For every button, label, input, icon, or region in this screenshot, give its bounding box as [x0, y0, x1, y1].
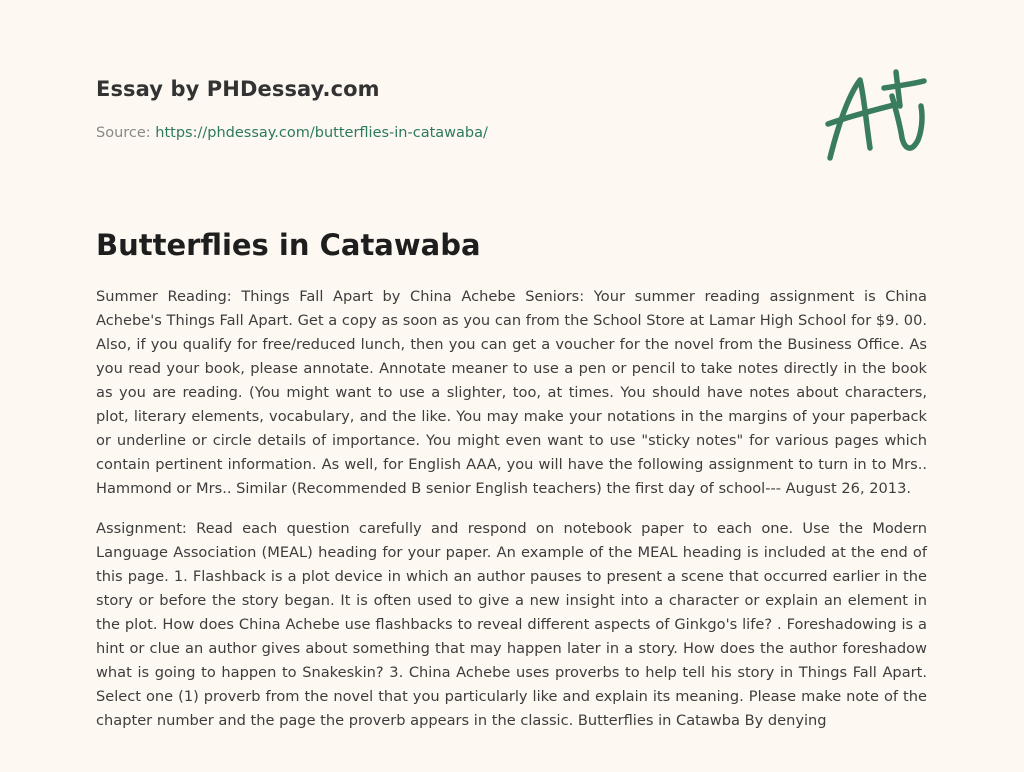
- essay-paragraph: Summer Reading: Things Fall Apart by China Achebe Seniors: Your summer reading assignment is China Achebe's Things Fall Apart. Get a copy as soon as you can from the School Store at Lamar High School for $9. 00. Also, if you qualify for free/reduced lunch, then you can get a voucher for the novel from the Business Office. As you read your book, please annotate. Annotate meaner to use a pen or pencil to take notes directly in the book as you are reading. (You might want to use a slighter, too, at times. You should have notes about characters, plot, literary elements, vocabulary, and the like. You may make your notations in the margins of your paperback or underline or circle details of importance. You might even want to use "sticky notes" for various pages which contain pertinent information. As well, for English AAA, you will have the following assignment to turn in to Mrs.. Hammond or Mrs.. Similar (Recommended B senior English teachers) the first day of school--- August 26, 2013.: [96, 288, 927, 497]
- essay-paragraph: Assignment: Read each question carefully and respond on notebook paper to each one. Use the Modern Language Association (MEAL) heading for your paper. An example of the MEAL heading is included at the end of this page. 1. Flashback is a plot device in which an author pauses to present a scene that occurred earlier in the story or before the story began. It is often used to give a new insight into a character or explain an element in the plot. How does China Achebe use flashbacks to reveal different aspects of Ginkgo's life? . Foreshadowing is a hint or clue an author gives about something that may happen later in a story. How does the author foreshadow what is going to happen to Snakeskin? 3. China Achebe uses proverbs to help tell his story in Things Fall Apart. Select one (1) proverb from the novel that you particularly like and explain its meaning. Please make note of the chapter number and the page the proverb appears in the classic. Butterflies in Catawba By denying: [96, 520, 927, 729]
- source-link[interactable]: https://phdessay.com/butterflies-in-catawaba/: [155, 125, 488, 141]
- source-line: [96, 123, 696, 143]
- essay-header: [96, 74, 696, 143]
- a-plus-logo-icon: [820, 66, 932, 166]
- site-brand: Essay by PHDessay.com: [96, 77, 380, 101]
- essay-body: [96, 285, 927, 749]
- essay-title: Butterflies in Catawaba: [96, 228, 481, 262]
- source-label: Source:: [96, 125, 151, 141]
